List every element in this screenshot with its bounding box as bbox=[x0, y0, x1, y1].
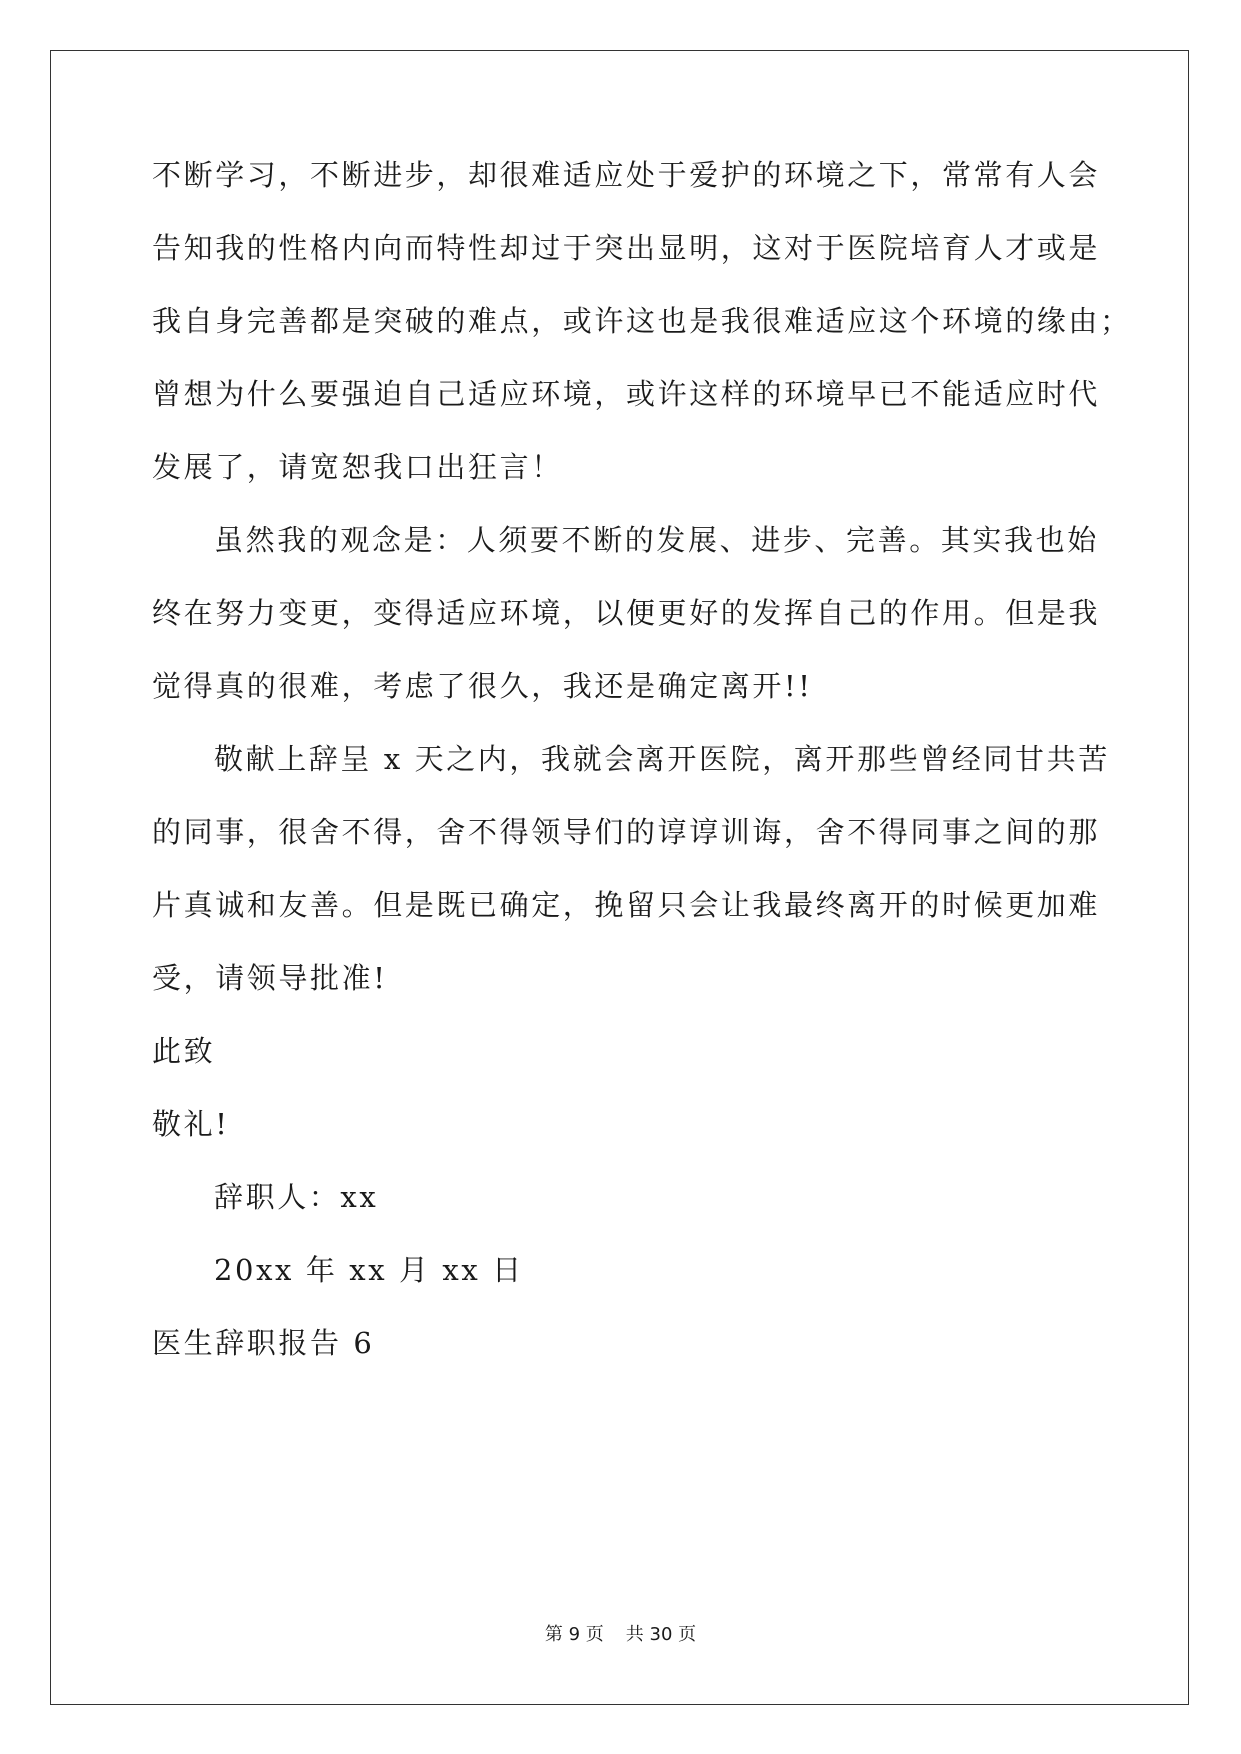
text-line: 虽然我的观念是：人须要不断的发展、进步、完善。其实我也始 bbox=[214, 523, 1099, 557]
text-line: 我自身完善都是突破的难点，或许这也是我很难适应这个环境的缘由； bbox=[152, 304, 1132, 338]
text-line: 受，请领导批准! bbox=[152, 961, 388, 995]
text-line: 敬献上辞呈 x 天之内，我就会离开医院，离开那些曾经同甘共苦 bbox=[214, 742, 1110, 776]
page-footer bbox=[0, 1623, 1241, 1647]
text-line: 片真诚和友善。但是既已确定，挽留只会让我最终离开的时候更加难 bbox=[152, 888, 1101, 922]
text-line: 曾想为什么要强迫自己适应环境，或许这样的环境早已不能适应时代 bbox=[152, 377, 1101, 411]
date-line: 20xx 年 xx 月 xx 日 bbox=[214, 1253, 524, 1287]
text-line: 的同事，很舍不得，舍不得领导们的谆谆训诲，舍不得同事之间的那 bbox=[152, 815, 1101, 849]
section-heading: 医生辞职报告 6 bbox=[152, 1326, 375, 1360]
text-line: 觉得真的很难，考虑了很久，我还是确定离开!! bbox=[152, 669, 813, 703]
text-line: 告知我的性格内向而特性却过于突出显明，这对于医院培育人才或是 bbox=[152, 231, 1101, 265]
text-line: 终在努力变更，变得适应环境，以便更好的发挥自己的作用。但是我 bbox=[152, 596, 1101, 630]
closing-regards: 敬礼! bbox=[152, 1107, 230, 1141]
page-number: 第 9 页 bbox=[544, 1624, 604, 1645]
signer-line: 辞职人：xx bbox=[214, 1180, 379, 1214]
text-line: 不断学习，不断进步，却很难适应处于爱护的环境之下，常常有人会 bbox=[152, 158, 1101, 192]
text-line: 发展了，请宽恕我口出狂言！ bbox=[152, 450, 563, 484]
page-border bbox=[50, 50, 1189, 1705]
page-total: 共 30 页 bbox=[625, 1624, 697, 1645]
closing-salutation: 此致 bbox=[152, 1034, 216, 1068]
